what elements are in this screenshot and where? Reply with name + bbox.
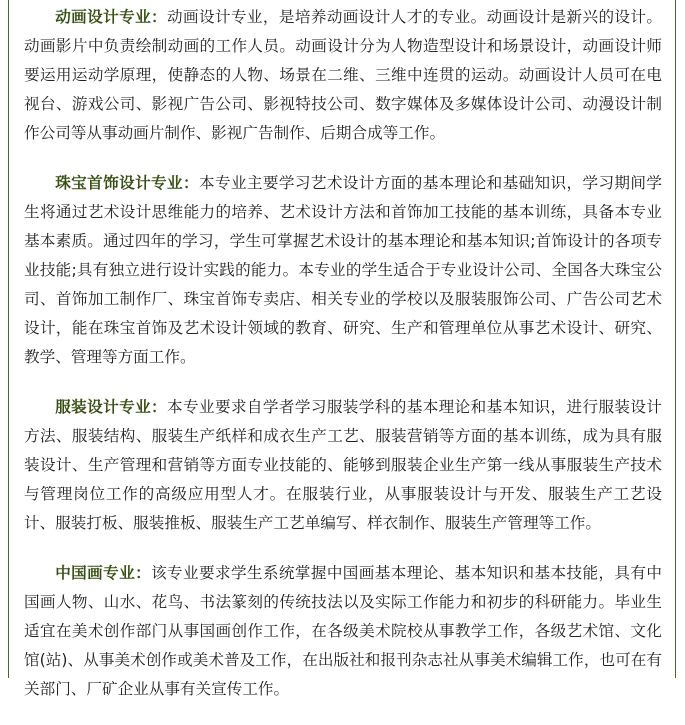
section-animation-design [24, 3, 662, 148]
section-jewelry-design [24, 169, 662, 372]
section-body: 动画设计专业，是培养动画设计人才的专业。动画设计是新兴的设计。 动画影片中负责绘制动画的工作人员。动画设计分为人物造型设计和场景设计，动画设计师要运用运动学原理，使静态的人物、场景在二维、三维中连贯的运动。动画设计人员可在电视台、游戏公司、影视广告公司、影视特技公司、数字媒体及多媒体设计公司、动漫设计制作公司等从事动画片制作、影视广告制作、后期合成等工作。 [24, 8, 662, 142]
section-body: 该专业要求学生系统掌握中国画基本理论、基本知识和基本技能，具有中国画人物、山水、花鸟、书法篆刻的传统技法以及实际工作能力和初步的科研能力。毕业生适宜在美术创作部门从事国画创作工作，在各级美术院校从事教学工作，各级艺术馆、文化馆(站)、从事美术创作或美术普及工作，在出版社和报刊杂志社从事美术编辑工作，也可在有关部门、厂矿企业从事有关宣传工作。 [24, 564, 662, 698]
section-chinese-painting [24, 559, 662, 704]
section-title: 动画设计专业： [55, 8, 168, 26]
section-fashion-design [24, 393, 662, 538]
section-title: 服装设计专业： [55, 398, 168, 416]
section-body: 本专业主要学习艺术设计方面的基本理论和基础知识，学习期间学生将通过艺术设计思维能力的培养、艺术设计方法和首饰加工技能的基本训练，具备本专业基本素质。通过四年的学习，学生可掌握艺术设计的基本理论和基本知识;首饰设计的各项专业技能;具有独立进行设计实践的能力。本专业的学生适合于专业设计公司、全国各大珠宝公司、首饰加工制作厂、珠宝首饰专卖店、相关专业的学校以及服装服饰公司、广告公司艺术设计，能在珠宝首饰及艺术设计领域的教育、研究、生产和管理单位从事艺术设计、研究、教学、管理等方面工作。 [24, 174, 662, 366]
article-body [24, 3, 662, 725]
section-body: 本专业要求自学者学习服装学科的基本理论和基本知识，进行服装设计方法、服装结构、服装生产纸样和成衣生产工艺、服装营销等方面的基本训练，成为具有服装设计、生产管理和营销等方面专业技能的、能够到服装企业生产第一线从事服装生产技术与管理岗位工作的高级应用型人才。在服装行业，从事服装设计与开发、服装生产工艺设计、服装打板、服装推板、服装生产工艺单编写、样衣制作、服装生产管理等工作。 [24, 398, 662, 532]
section-title: 中国画专业： [55, 564, 152, 582]
section-title: 珠宝首饰设计专业： [55, 174, 199, 192]
